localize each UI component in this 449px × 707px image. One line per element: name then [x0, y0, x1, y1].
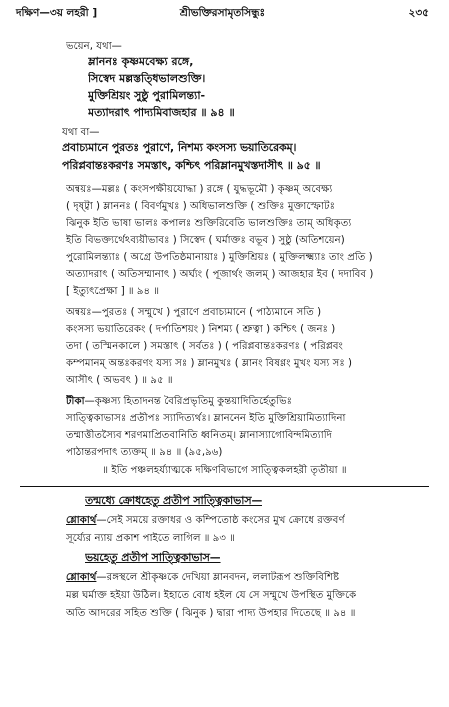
anvaya-line: কংসস্য ভয়াতিরেকং ( দর্পাতিশয়ং ) নিশম্য ( শ্রুত্বা ) কশ্চিৎ ( জনঃ ) [66, 324, 336, 335]
shloka-text: —রঙ্গস্থলে শ্রীকৃষ্ণকে দেখিয়া ম্লানবদন, ললাটরূপ শুক্তিবিশিষ্ট [96, 572, 340, 583]
anvaya-line: অন্বয়ঃ—পুরতঃ ( সম্মুখে ) পুরাণে প্রবাচ্যমানে ( পাঠ্যমানে সতি ) [66, 307, 322, 318]
verse-line: মুক্তিশ্রিয়ং সুষ্ঠু পুরামিলন্ত্যা- [88, 89, 206, 102]
shloka-label: শ্লোকার্থ [66, 572, 97, 583]
shloka-line [66, 571, 339, 585]
verse-intro: ভয়েন, যথা— [66, 41, 122, 52]
anvaya-line: ঝিনুক ইতি ভাষা ভালঃ কপালঃ শুক্তিরিবেতি ভালশুক্তিঃ তাম্ অধিকৃত্য [66, 218, 352, 229]
anvaya-line: ইতি বিভক্ত্যর্থেঽব্যয়ীভাবঃ ) সিস্বেদ ( ঘর্মাক্তঃ বভূব ) সুষ্ঠু (অতিশয়েন) [66, 235, 345, 246]
tika-line: পাঠান্তরপদাৎ ত্যক্তম্ ॥ ৯৪ ॥ (৯৫,৯৬) [66, 447, 223, 458]
shloka-label: শ্লোকার্থ [66, 515, 97, 526]
shloka-line: সূর্য্যের ন্যায় প্রকাশ পাইতে লাগিল ॥ ৯৩ ॥ [66, 533, 236, 544]
verse-line: প্রবাচ্যমানে পুরতঃ পুরাণে, নিশম্য কংসস্য ভয়াতিরেকম্। [62, 141, 297, 154]
verse-line: ম্লাননঃ কৃষ্ণমবেক্ষ্য রঙ্গে, [88, 55, 194, 68]
shloka-line [66, 514, 345, 528]
anvaya-line: অন্বয়ঃ—মল্লঃ ( কংসপক্ষীয়যোদ্ধা ) রঙ্গে ( যুদ্ধভূমৌ ) কৃষ্ণম্ অবেক্ষ্য [66, 184, 333, 195]
running-header [16, 6, 429, 22]
tika-line [66, 395, 292, 409]
chapter-closing: ॥ ইতি পঞ্চলহর্য্যাত্মকে দক্ষিণবিভাগে সাত্ত্বিকলহরী তৃতীয়া ॥ [102, 465, 347, 476]
anvaya-line: কম্পমানম্ অন্তঃকরণং যস্য সঃ ) ম্লানমুখঃ ( ম্লানং বিষণ্ণং মুখং যস্য সঃ ) [66, 358, 352, 369]
tika-line: সাত্ত্বিকাভাসঃ প্রতীপঃ স্যাদিত্যর্থঃ। ম্লাননেন ইতি মুক্তিশ্রিয়ামিত্যাদিনা [66, 413, 346, 424]
tika-line: তম্মাত্তীতস্যৈব শরণমাপ্রিতবানিতি ধ্বনিতম্। ম্লানাস্যাগোবিন্দমিত্যাদি [66, 430, 332, 441]
anvaya-line: ( দৃষ্ট্বা ) ম্লাননঃ ( বিবর্ণমুখঃ ) অধিভালশুক্তি ( শুক্তিঃ মুক্তাস্ফোটঃ [66, 201, 336, 212]
anvaya-line: [ ইত্যুৎপ্রেক্ষা ] ॥ ৯৪ ॥ [66, 286, 160, 297]
verse-line: পরিপ্লবান্তঃকরণঃ সমস্তাৎ, কশ্চিৎ পরিম্লানমুখস্তদাসীৎ ॥ ৯৫ ॥ [62, 159, 321, 172]
tika-text: —কৃষ্ণস্য হিতাদনন্ত বৈরিপ্রভৃতিমু কুন্তয়াদিতির্হেতুভিঃ [84, 396, 293, 407]
section-heading: ভয়হেতু প্রতীপ সাত্ত্বিকাভাস— [85, 551, 221, 564]
book-title: শ্রীভক্তিরসামৃতসিন্ধুঃ [179, 7, 266, 19]
chapter-label: দক্ষিণ—৩য় লহরী ] [16, 7, 98, 19]
shloka-line: অতি আদরের সহিত শুক্তি ( ঝিনুক ) দ্বারা পাদ্য উপহার দিতেছে ॥ ৯৪ ॥ [66, 608, 356, 619]
anvaya-line: আসীৎ ( অভবৎ ) ॥ ৯৫ ॥ [66, 375, 173, 386]
section-heading: তন্মধ্যে ক্রোধহেতু প্রতীপ সাত্ত্বিকাভাস— [85, 494, 263, 507]
section-divider [20, 486, 429, 487]
anvaya-line: পুরোমিলন্ত্যাঃ ( অগ্রে উপতিষ্ঠমানায়াঃ ) মুক্তিশ্রিয়ঃ ( মুক্তিলক্ষ্ম্যাঃ তাং প্রতি ) [66, 252, 373, 263]
verse-intro: যথা বা— [62, 127, 100, 138]
shloka-line: মল্ল ঘর্মাক্ত হইয়া উঠিল। ইহাতে বোধ হইল যে সে সম্মুখে উপস্থিত মুক্তিকে [66, 590, 357, 601]
tika-label: টীকা [66, 396, 85, 407]
verse-line: মত্যাদরাৎ পাদ্যমিবাজহার ॥ ৯৪ ॥ [88, 106, 235, 119]
anvaya-line: তদা ( তস্মিনকালে ) সমস্তাৎ ( সর্বতঃ ) ( পরিপ্লবান্তঃকরণঃ ( পরিপ্লবং [66, 341, 343, 352]
anvaya-line: অত্যাদরাৎ ( অতিসম্মানাৎ ) অর্ঘ্যং ( পূজার্থং জলম্ ) আজহার ইব ( দদাবিব ) [66, 269, 374, 280]
shloka-text: —সেই সময়ে রক্তাধর ও কম্পিতোষ্ঠ কংসের মুখ ক্রোধে রক্তবর্ণ [96, 515, 345, 526]
verse-line: সিস্বেদ মল্লস্তত্ধিভালশুক্তি। [88, 72, 206, 85]
page-number: ২৩৫ [408, 7, 429, 19]
